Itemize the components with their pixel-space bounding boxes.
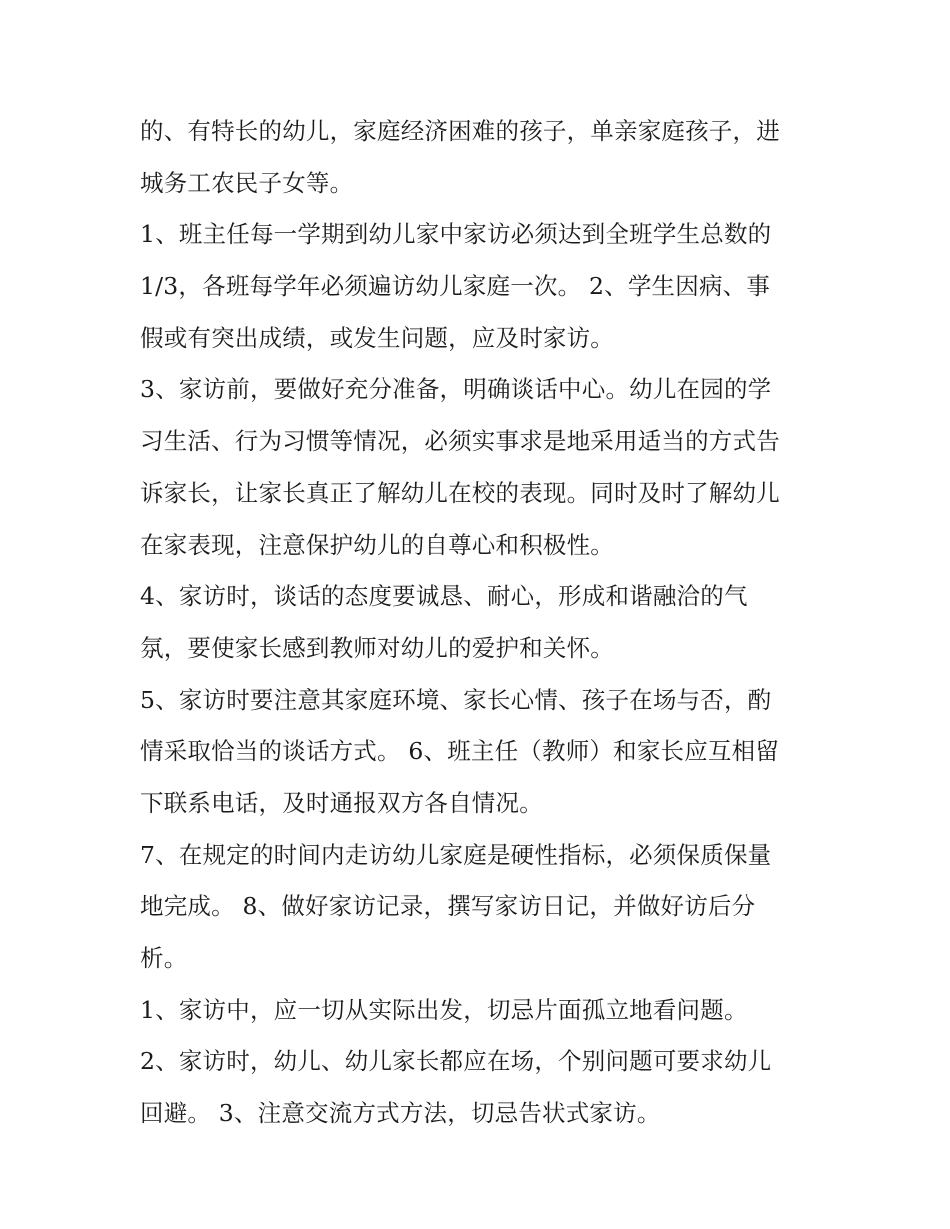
text-line-10: 4、家访时，谈话的态度要诚恳、耐心，形成和谐融洽的气 (140, 582, 748, 611)
text-line-8: 诉家长，让家长真正了解幼儿在校的表现。同时及时了解幼儿 (140, 478, 780, 507)
text-line-18: 1、家访中，应一切从实际出发，切忌片面孤立地看问题。 (140, 995, 748, 1024)
text-line-19: 2、家访时，幼儿、幼儿家长都应在场，个别问题可要求幼儿 (140, 1047, 772, 1076)
text-line-9: 在家表现，注意保护幼儿的自尊心和积极性。 (140, 530, 614, 559)
text-line-20: 回避。 3、注意交流方式方法，切忌告状式家访。 (140, 1099, 661, 1128)
text-line-15: 7、在规定的时间内走访幼儿家庭是硬性指标，必须保质保量 (140, 840, 772, 869)
text-line-2: 城务工农民子女等。 (140, 168, 354, 197)
text-line-1: 的、有特长的幼儿，家庭经济困难的孩子，单亲家庭孩子，进 (140, 117, 780, 145)
text-line-16: 地完成。 8、做好家访记录，撰写家访日记，并做好访后分 (140, 892, 756, 921)
text-line-3: 1、班主任每一学期到幼儿家中家访必须达到全班学生总数的 (140, 220, 772, 249)
text-line-12: 5、家访时要注意其家庭环境、家长心情、孩子在场与否，酌 (140, 685, 772, 714)
text-line-13: 情采取恰当的谈话方式。 6、班主任（教师）和家长应互相留 (140, 737, 780, 766)
document-body (140, 106, 830, 1140)
text-line-4: 1/3，各班每学年必须遍访幼儿家庭一次。 2、学生因病、事 (140, 272, 771, 301)
text-line-6: 3、家访前，要做好充分准备，明确谈话中心。幼儿在园的学 (140, 375, 772, 404)
text-line-7: 习生活、行为习惯等情况，必须实事求是地采用适当的方式告 (140, 427, 780, 456)
text-line-5: 假或有突出成绩，或发生问题，应及时家访。 (140, 323, 614, 352)
text-line-14: 下联系电话，及时通报双方各自情况。 (140, 788, 543, 817)
text-line-11: 氛，要使家长感到教师对幼儿的爱护和关怀。 (140, 633, 614, 662)
text-line-17: 析。 (140, 944, 188, 972)
